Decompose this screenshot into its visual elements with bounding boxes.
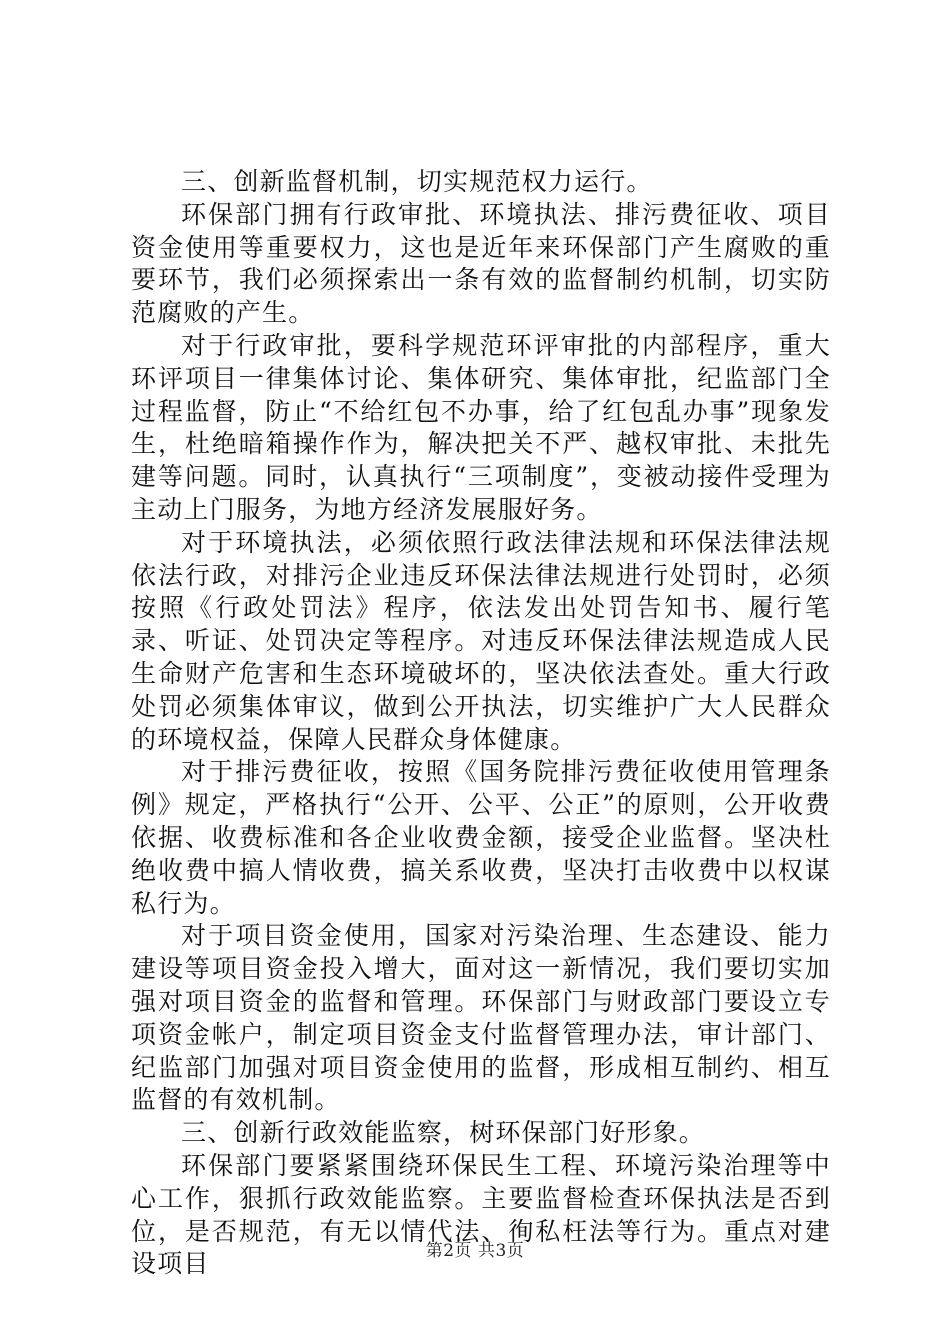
page-number: 第2页 共3页	[425, 1241, 525, 1261]
paragraph: 环保部门拥有行政审批、环境执法、排污费征收、项目资金使用等重要权力，这也是近年来环保部门产生腐败的重要环节，我们必须探索出一条有效的监督制约机制，切实防范腐败的产生。	[131, 199, 831, 328]
section-heading: 三、创新监督机制，切实规范权力运行。	[181, 167, 653, 196]
paragraph: 对于行政审批，要科学规范环评审批的内部程序，重大环评项目一律集体讨论、集体研究、集体审批，纪监部门全过程监督，防止“不给红包不办事，给了红包乱办事”现象发生，杜绝暗箱操作作为，解决把关不严、越权审批、未批先建等问题。同时，认真执行“三项制度”，变被动接件受理为主动上门服务，为地方经济发展服好务。	[131, 330, 831, 524]
paragraph: 对于项目资金使用，国家对污染治理、生态建设、能力建设等项目资金投入增大，面对这一新情况，我们要切实加强对项目资金的监督和管理。环保部门与财政部门要设立专项资金帐户，制定项目资金支付监督管理办法，审计部门、纪监部门加强对项目资金使用的监督，形成相互制约、相互监督的有效机制。	[131, 921, 831, 1115]
section-heading: 三、创新行政效能监察，树环保部门好形象。	[181, 1118, 706, 1148]
document-body	[131, 166, 831, 1281]
paragraph: 对于排污费征收，按照《国务院排污费征收使用管理条例》规定，严格执行“公开、公平、公正”的原则，公开收费依据、收费标准和各企业收费金额，接受企业监督。坚决杜绝收费中搞人情收费，搞关系收费，坚决打击收费中以权谋私行为。	[131, 757, 831, 918]
paragraph: 环保部门要紧紧围绕环保民生工程、环境污染治理等中心工作，狠抓行政效能监察。主要监督检查环保执法是否到位，是否规范，有无以情代法、徇私枉法等行为。重点对建设项目	[131, 1150, 831, 1279]
paragraph: 对于环境执法，必须依照行政法律法规和环保法律法规依法行政，对排污企业违反环保法律法规进行处罚时，必须按照《行政处罚法》程序，依法发出处罚告知书、履行笔录、听证、处罚决定等程序。对违反环保法律法规造成人民生命财产危害和生态环境破坏的，坚决依法查处。重大行政处罚必须集体审议，做到公开执法，切实维护广大人民群众的环境权益，保障人民群众身体健康。	[131, 527, 831, 754]
